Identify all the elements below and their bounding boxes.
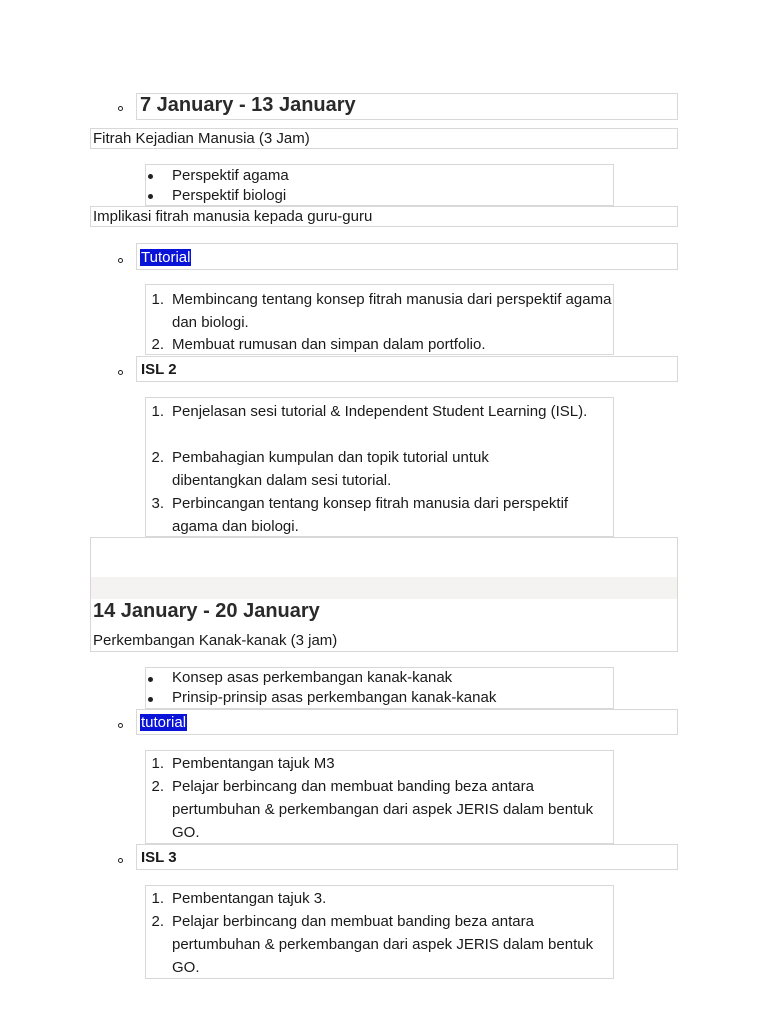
separator-band [91, 577, 677, 599]
week2-tutorial-label[interactable]: tutorial [141, 714, 187, 731]
week1-isl-label: ISL 2 [141, 361, 177, 378]
week1-implication: Implikasi fitrah manusia kepada guru-guru [93, 208, 373, 225]
week1-tutorial-link[interactable] [140, 248, 191, 268]
week2-tutorial-item-2: Pelajar berbincang dan membuat banding beza antara pertumbuhan & perkembangan dari aspek JERIS dalam bentuk GO. [172, 778, 594, 841]
list-number: 1. [151, 755, 164, 772]
list-number: 1. [151, 291, 164, 308]
week1-isl-item-2: Pembahagian kumpulan dan topik tutorial untuk dibentangkan dalam sesi tutorial. [172, 449, 489, 489]
open-circle-bullet-icon [118, 370, 123, 375]
week1-isl-item-3: Perbincangan tentang konsep fitrah manusia dari perspektif agama dan biologi. [172, 495, 569, 535]
week1-isl-item-1: Penjelasan sesi tutorial & Independent Student Learning (ISL). [172, 403, 588, 420]
week2-bullet-1: Konsep asas perkembangan kanak-kanak [172, 669, 453, 686]
week2-tutorial-link[interactable] [140, 713, 187, 733]
week2-bullet-2: Prinsip-prinsip asas perkembangan kanak-kanak [172, 689, 497, 706]
open-circle-bullet-icon [118, 723, 123, 728]
week1-isl-box [136, 356, 678, 382]
week1-tutorial-label[interactable]: Tutorial [141, 249, 191, 266]
list-number: 1. [151, 890, 164, 907]
list-number: 2. [151, 336, 164, 353]
open-circle-bullet-icon [118, 258, 123, 263]
bullet-dot-icon [148, 697, 153, 702]
bullet-dot-icon [148, 194, 153, 199]
week1-bullet-2: Perspektif biologi [172, 187, 287, 204]
week2-isl-box [136, 844, 678, 870]
week1-topic: Fitrah Kejadian Manusia (3 Jam) [93, 130, 310, 147]
open-circle-bullet-icon [118, 858, 123, 863]
bullet-dot-icon [148, 174, 153, 179]
week1-tutorial-item-2: Membuat rumusan dan simpan dalam portfolio. [172, 336, 486, 353]
week2-isl-label: ISL 3 [141, 849, 177, 866]
week2-topic: Perkembangan Kanak-kanak (3 jam) [93, 632, 338, 649]
week2-isl-item-1: Pembentangan tajuk 3. [172, 890, 327, 907]
week1-bullet-1: Perspektif agama [172, 167, 289, 184]
week2-tutorial-item-1: Pembentangan tajuk M3 [172, 755, 335, 772]
list-number: 2. [151, 449, 164, 466]
week2-isl-item-2: Pelajar berbincang dan membuat banding beza antara pertumbuhan & perkembangan dari aspek JERIS dalam bentuk GO. [172, 913, 594, 976]
week1-tutorial-item-1: Membincang tentang konsep fitrah manusia dari perspektif agama dan biologi. [172, 291, 612, 331]
list-number: 1. [151, 403, 164, 420]
list-number: 2. [151, 913, 164, 930]
open-circle-bullet-icon [118, 106, 123, 111]
list-number: 3. [151, 495, 164, 512]
list-number: 2. [151, 778, 164, 795]
week1-heading[interactable]: 7 January - 13 January [140, 94, 356, 116]
week2-tutorial-box [136, 709, 678, 735]
week1-tutorial-box [136, 243, 678, 270]
week2-heading[interactable]: 14 January - 20 January [93, 600, 320, 622]
bullet-dot-icon [148, 677, 153, 682]
